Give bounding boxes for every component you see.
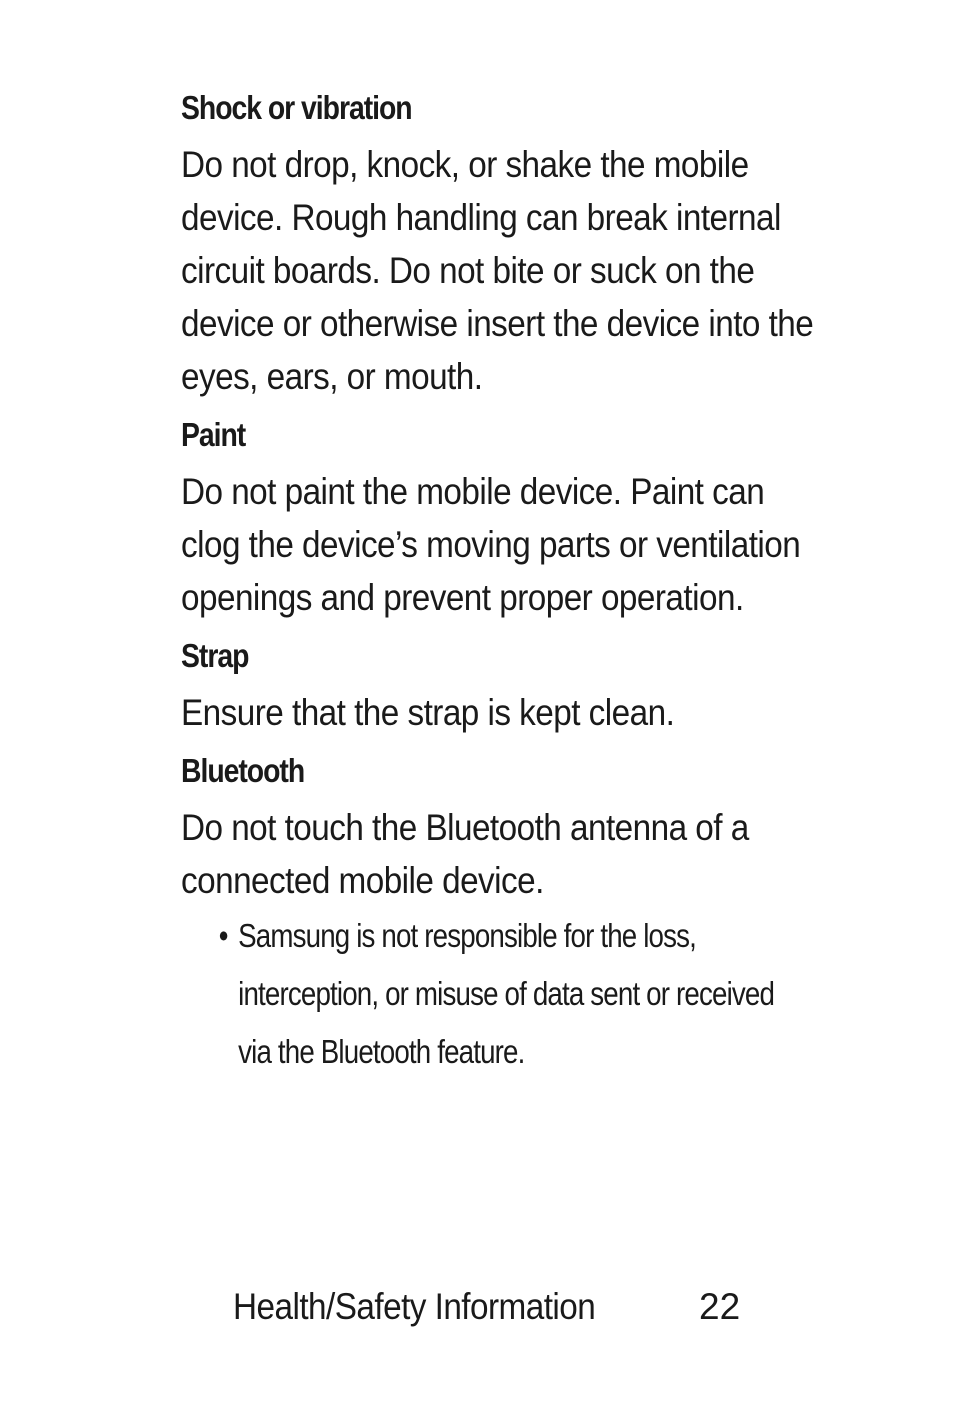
- bullet-icon: •: [218, 917, 228, 954]
- footer-title: Health/Safety Information: [233, 1286, 596, 1327]
- paragraph-strap: Ensure that the strap is kept clean.: [181, 692, 675, 733]
- heading-bluetooth: Bluetooth: [181, 752, 305, 789]
- paragraph-paint: Do not paint the mobile device. Paint can clog the device’s moving parts or ventilation openings and prevent proper operation.: [181, 471, 801, 618]
- page-content: [181, 82, 831, 1081]
- heading-shock-or-vibration: Shock or vibration: [181, 89, 412, 126]
- page-footer: [233, 1283, 753, 1331]
- heading-strap: Strap: [181, 637, 249, 674]
- bullet-list: [181, 907, 831, 1081]
- paragraph-shock-or-vibration: Do not drop, knock, or shake the mobile device. Rough handling can break internal circuit boards. Do not bite or suck on the device or otherwise insert the device into the eyes, ears, or mouth.: [181, 144, 814, 397]
- page-number: 22: [699, 1286, 741, 1327]
- list-item: [181, 907, 776, 1081]
- heading-paint: Paint: [181, 416, 246, 453]
- bullet-text: Samsung is not responsible for the loss, interception, or misuse of data sent or received via the Bluetooth feature.: [238, 917, 775, 1070]
- paragraph-bluetooth: Do not touch the Bluetooth antenna of a connected mobile device.: [181, 807, 749, 901]
